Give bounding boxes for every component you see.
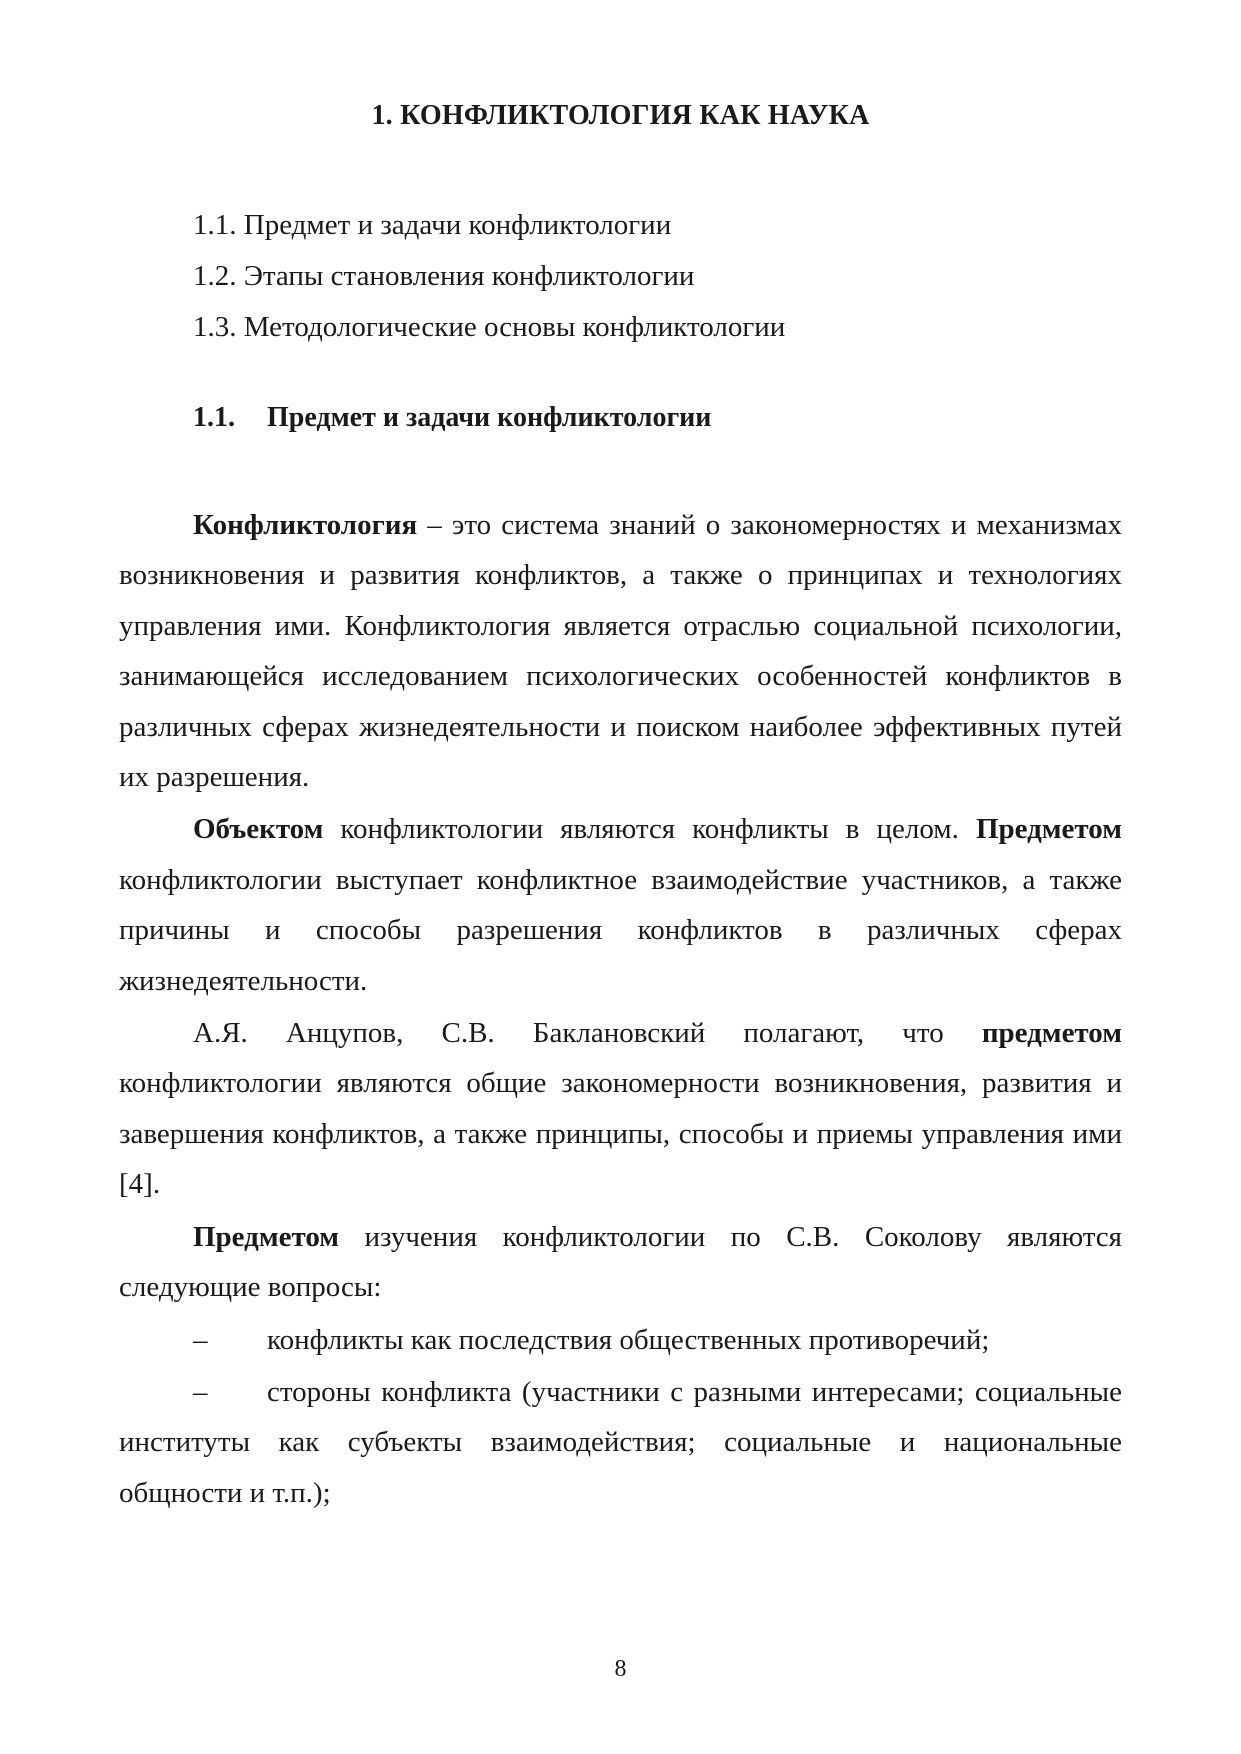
list-item-text: конфликты как последствия общественных противоречий;: [267, 1323, 990, 1356]
list-item-text: стороны конфликта (участники с разными интересами; социальные институты как субъекты взаимодействия; социальные и национальные общности и т.п.);: [119, 1375, 1122, 1509]
table-of-contents: [193, 200, 785, 353]
paragraph-text: А.Я. Анцупов, С.В. Баклановский полагают, что: [193, 1017, 982, 1050]
term-bold: Предметом: [193, 1220, 340, 1253]
section-title: Предмет и задачи конфликтологии: [267, 402, 712, 433]
term-bold: предметом: [981, 1017, 1122, 1050]
paragraph-antsupov: [119, 1008, 1122, 1210]
toc-item: 1.2. Этапы становления конфликтологии: [193, 260, 695, 292]
paragraph-text: конфликтологии являются общие закономерности возникновения, развития и завершения конфликтов, а также принципы, способы и приемы управления ими [4].: [119, 1067, 1122, 1201]
paragraph-definition: [119, 500, 1122, 802]
toc-item: 1.3. Методологические основы конфликтологии: [193, 311, 786, 343]
paragraph-text: – это система знаний о закономерностях и механизмах возникновения и развития конфликтов, а также о принципах и технологиях управления ими. Конфликтология является отраслью социальной психологии, занимающейся исследованием психологических особенностей конфликтов в различных сферах жизнедеятельности и поиском наиболее эффективных путей их разрешения.: [119, 509, 1122, 794]
section-number: 1.1.: [193, 402, 235, 433]
paragraph-object-subject: [119, 804, 1122, 1006]
page-number: 8: [614, 1656, 627, 1682]
body-text: [119, 500, 1122, 1520]
list-item: [119, 1315, 1122, 1365]
paragraph-sokolov: [119, 1212, 1122, 1313]
toc-item: 1.1. Предмет и задачи конфликтологии: [193, 209, 672, 241]
chapter-title: 1. КОНФЛИКТОЛОГИЯ КАК НАУКА: [371, 100, 870, 131]
paragraph-text: изучения конфликтологии по С.В. Соколову являются следующие вопросы:: [119, 1220, 1122, 1304]
section-heading: [193, 402, 711, 434]
paragraph-text: конфликтологии выступает конфликтное взаимодействие участников, а также причины и способы разрешения конфликтов в различных сферах жизнедеятельности.: [119, 863, 1122, 997]
term-bold: Объектом: [193, 813, 324, 846]
list-dash: –: [193, 1375, 208, 1408]
term-bold: Предметом: [975, 813, 1122, 846]
list-item: [119, 1367, 1122, 1518]
term-bold: Конфликтология: [193, 509, 418, 541]
list-dash: –: [193, 1323, 208, 1356]
paragraph-text: конфликтологии являются конфликты в целом.: [323, 813, 976, 846]
